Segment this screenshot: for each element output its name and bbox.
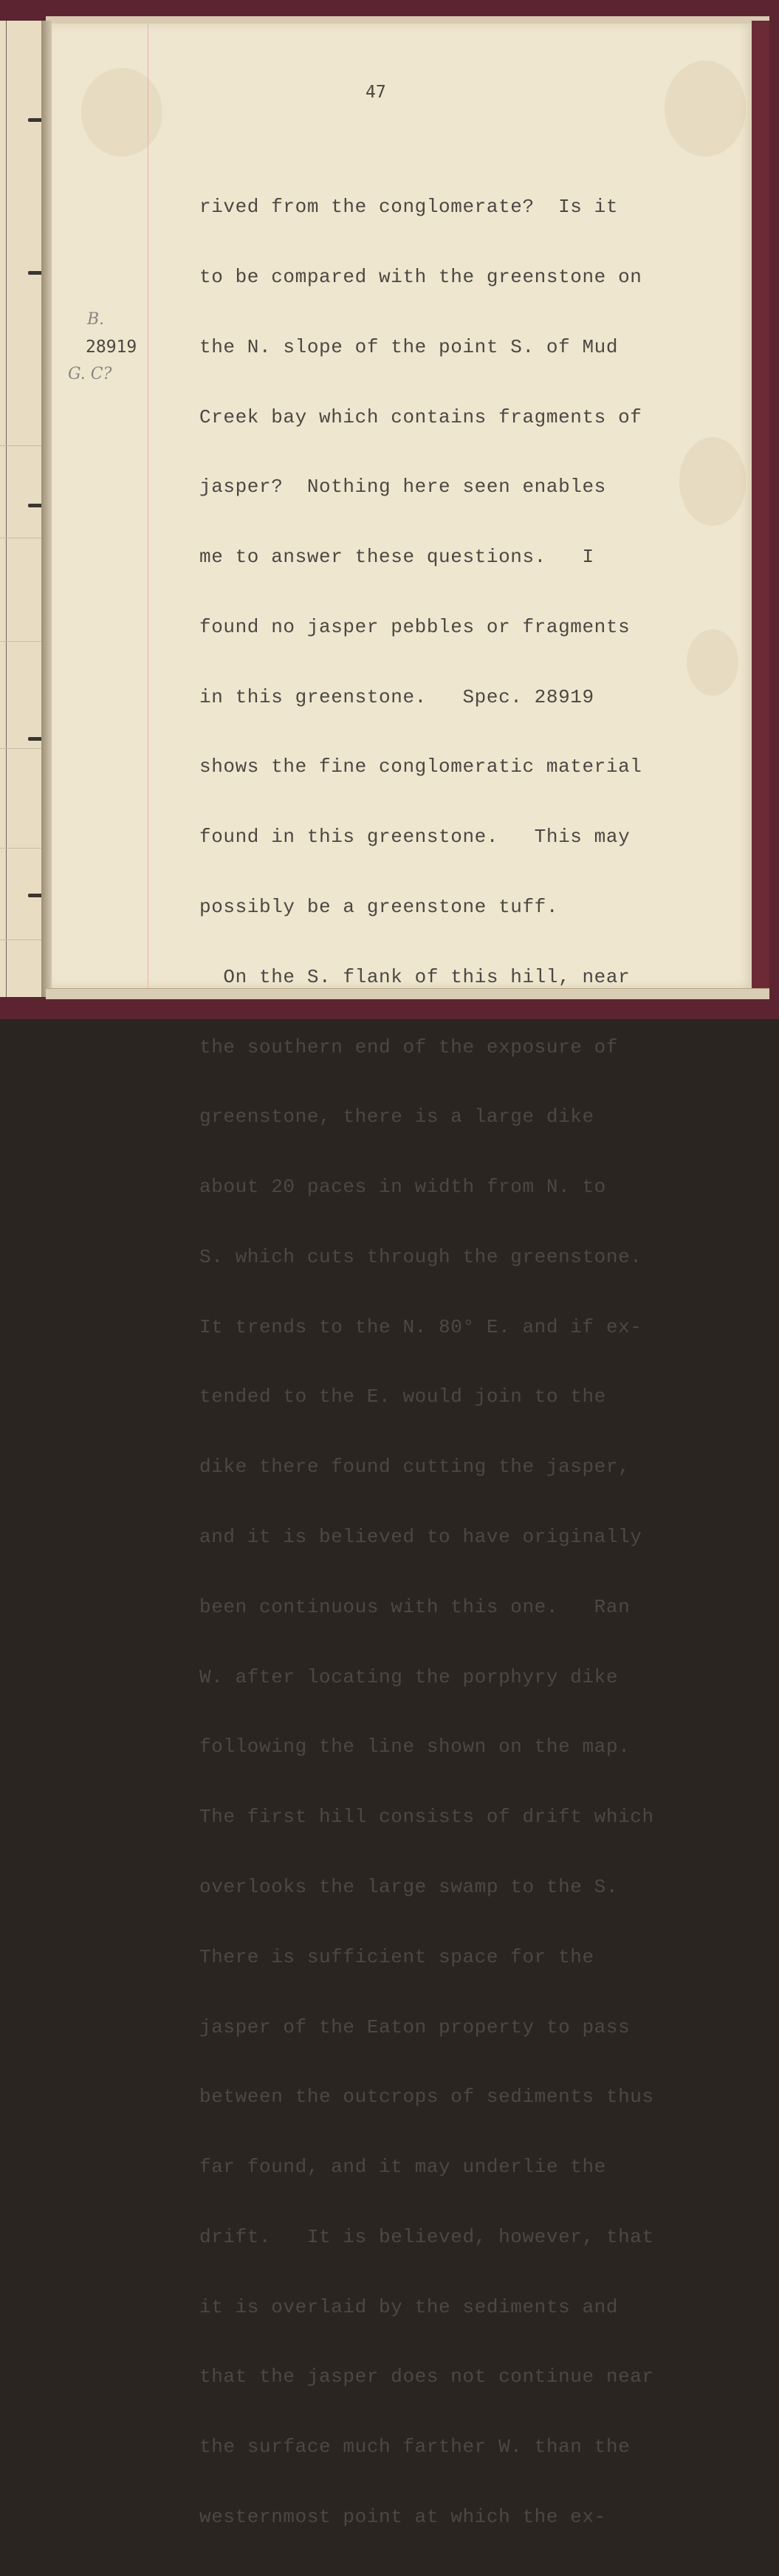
text-line: The first hill consists of drift which	[199, 1806, 654, 1829]
previous-page-strip	[0, 21, 47, 997]
previous-page-red-rule	[0, 445, 46, 446]
text-line: found in this greenstone. This may	[199, 826, 631, 849]
text-line: to be compared with the greenstone on	[199, 265, 642, 288]
typed-text-block	[199, 149, 746, 2576]
text-line: that the jasper does not continue near	[199, 2366, 654, 2388]
paper-stain	[665, 61, 746, 157]
text-line: it is overlaid by the sediments and	[199, 2295, 619, 2318]
text-line: There is sufficient space for the	[199, 1945, 594, 1968]
text-line: On the S. flank of this hill, near	[199, 965, 631, 988]
text-line: shows the fine conglomeratic material	[199, 756, 642, 778]
page-top-edge	[46, 16, 769, 24]
text-line: dike there found cutting the jasper,	[199, 1456, 631, 1479]
text-line: and it is believed to have originally	[199, 1526, 642, 1549]
page-bottom-edge	[46, 988, 769, 999]
text-line: between the outcrops of sediments thus	[199, 2086, 654, 2109]
text-line: jasper of the Eaton property to pass	[199, 2015, 631, 2038]
text-line: drift. It is believed, however, that	[199, 2225, 654, 2248]
text-line: overlooks the large swamp to the S.	[199, 1875, 619, 1898]
text-line: tended to the E. would join to the	[199, 1385, 606, 1408]
text-line: me to answer these questions. I	[199, 546, 594, 569]
text-line: westernmost point at which the ex-	[199, 2505, 606, 2528]
previous-page-rule	[0, 748, 46, 749]
previous-page-rule-vertical	[6, 21, 7, 997]
text-line: Creek bay which contains fragments of	[199, 405, 642, 428]
text-line: in this greenstone. Spec. 28919	[199, 685, 594, 708]
previous-page-rule	[0, 939, 46, 940]
page-number: 47	[366, 83, 386, 102]
text-line: been continuous with this one. Ran	[199, 1595, 631, 1618]
text-line: W. after locating the porphyry dike	[199, 1665, 619, 1688]
text-line: S. which cuts through the greenstone.	[199, 1245, 642, 1268]
text-line: about 20 paces in width from N. to	[199, 1176, 606, 1199]
margin-note-top: B.	[87, 310, 105, 329]
margin-specimen-number: 28919	[86, 338, 137, 357]
paper-stain	[81, 68, 162, 157]
text-line: found no jasper pebbles or fragments	[199, 615, 631, 638]
previous-page-rule	[0, 641, 46, 642]
page-fore-edge	[752, 21, 769, 997]
text-line: greenstone, there is a large dike	[199, 1106, 594, 1128]
text-line: following the line shown on the map.	[199, 1736, 631, 1758]
text-line: the surface much farther W. than the	[199, 2436, 631, 2459]
text-line: jasper? Nothing here seen enables	[199, 476, 606, 499]
text-line: the N. slope of the point S. of Mud	[199, 335, 619, 358]
text-line: the southern end of the exposure of	[199, 1035, 619, 1058]
margin-note-bottom: G. C?	[68, 365, 112, 383]
text-line: far found, and it may underlie the	[199, 2156, 606, 2179]
notebook-page	[52, 24, 752, 2528]
text-line: rived from the conglomerate? Is it	[199, 196, 619, 219]
text-line: possibly be a greenstone tuff.	[199, 896, 559, 918]
previous-page-rule	[0, 848, 46, 849]
text-line: It trends to the N. 80° E. and if ex-	[199, 1315, 642, 1338]
